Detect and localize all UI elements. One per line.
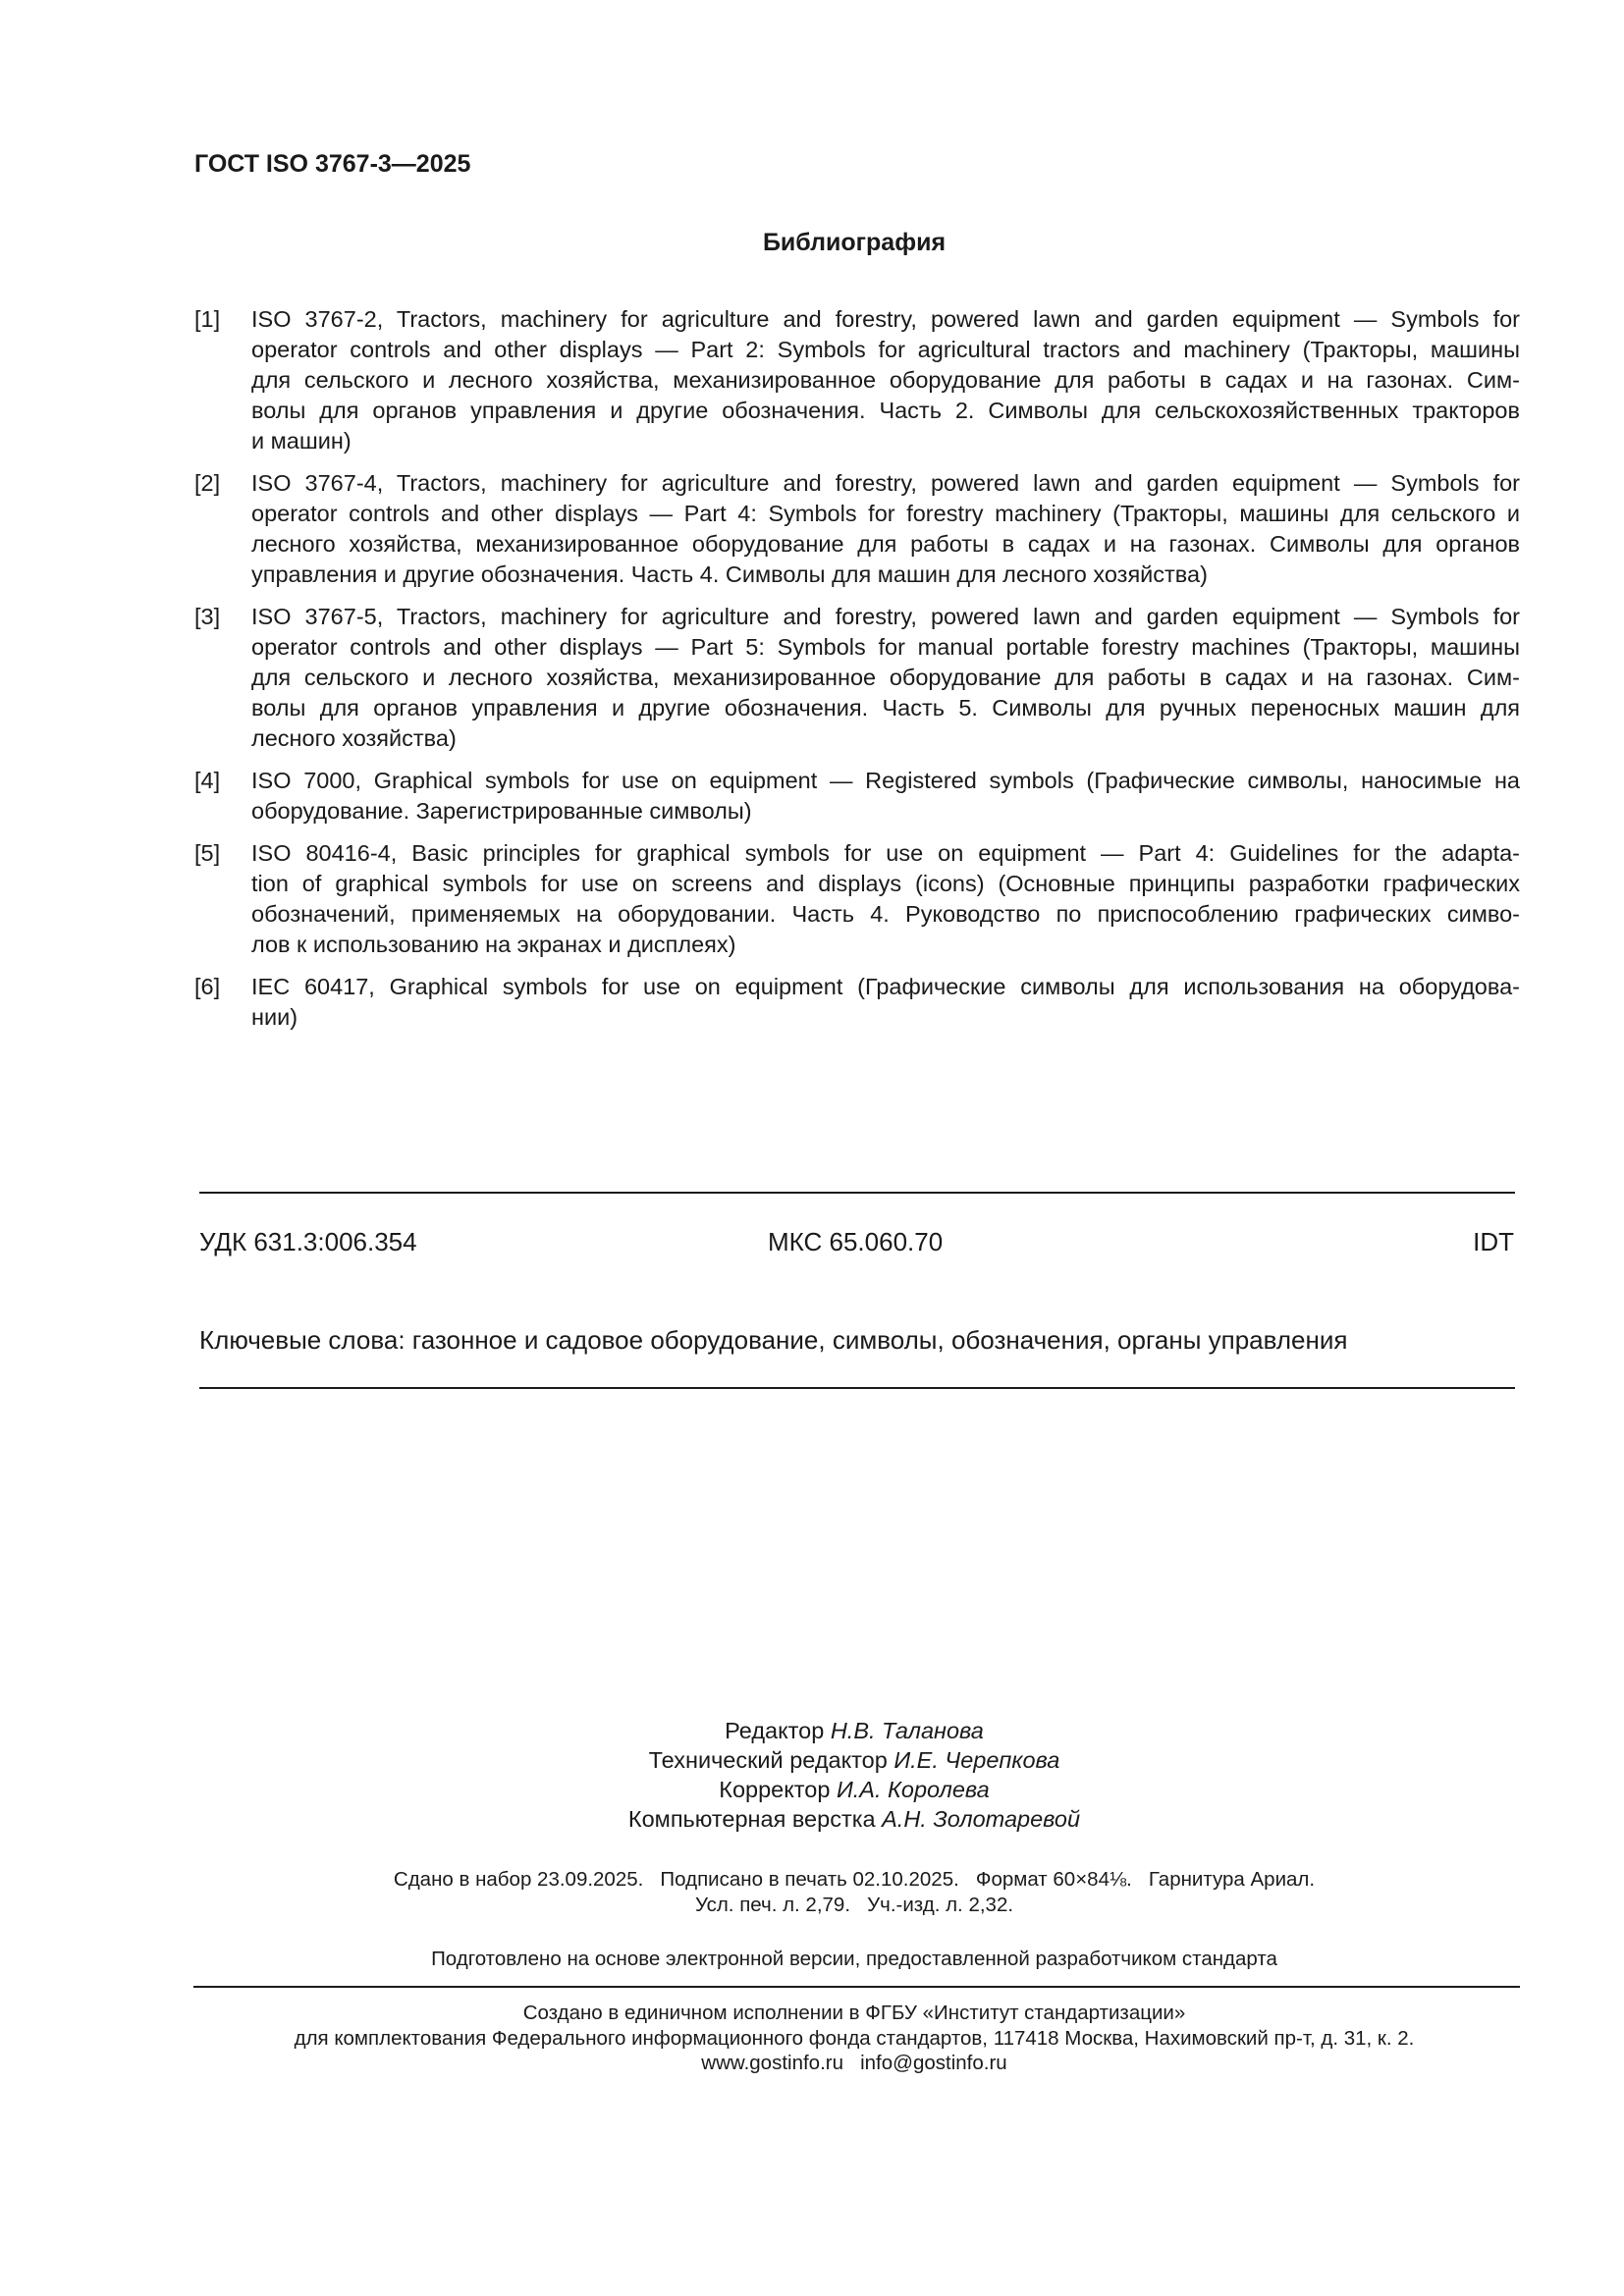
idt-label: IDT (1473, 1227, 1514, 1256)
reference-number: [2] (194, 470, 221, 496)
reference-text-line: волы для органов управления и другие обозначения. Часть 2. Символы для сельскохозяйственных тракторов (251, 398, 1520, 423)
reference-text (251, 766, 1520, 827)
reference-text-line: operator controls and other displays — Part 4: Symbols for forestry machinery (Тракторы, машины для сельского и (251, 501, 1520, 526)
reference-text-line: IEC 60417, Graphical symbols for use on equipment (Графические символы для использования на оборудова- (251, 974, 1520, 999)
reference-item (194, 304, 1520, 456)
reference-text-line: оборудование. Зарегистрированные символы) (251, 798, 752, 824)
reference-text-line: ISO 80416-4, Basic principles for graphical symbols for use on equipment — Part 4: Guidelines for the adapta- (251, 840, 1520, 866)
reference-number: [4] (194, 768, 221, 793)
reference-item (194, 972, 1520, 1033)
document-code: ГОСТ ISO 3767-3—2025 (194, 150, 471, 178)
reference-text-line: волы для органов управления и другие обозначения. Часть 5. Символы для ручных переносных машин для (251, 695, 1520, 721)
editor-name: И.Е. Черепкова (893, 1747, 1060, 1773)
reference-text-line: ISO 7000, Graphical symbols for use on equipment — Registered symbols (Графические символы, наносимые на (251, 768, 1520, 793)
editor-name: А.Н. Золотаревой (882, 1806, 1081, 1832)
reference-text-line: для сельского и лесного хозяйства, механизированное оборудование для работы в садах и на газонах. Сим- (251, 665, 1520, 690)
reference-text-line: лесного хозяйства) (251, 725, 457, 751)
bibliography-title: Библиография (762, 229, 947, 256)
reference-text (251, 602, 1520, 754)
reference-text-line: operator controls and other displays — Part 2: Symbols for agricultural tractors and machinery (Тракторы, машины (251, 337, 1520, 362)
divider (199, 1387, 1515, 1389)
editor-role: Корректор (719, 1777, 831, 1802)
reference-list (194, 304, 1520, 1044)
divider (193, 1986, 1520, 1988)
reference-text (251, 468, 1520, 590)
editor-line (0, 1716, 1624, 1745)
reference-number: [1] (194, 306, 221, 332)
reference-number: [5] (194, 840, 221, 866)
reference-item (194, 468, 1520, 590)
reference-text-line: operator controls and other displays — Part 5: Symbols for manual portable forestry machines (Тракторы, машины (251, 634, 1520, 660)
reference-item (194, 602, 1520, 754)
print-info (0, 1867, 1624, 1918)
created-line: для комплектования Федерального информационного фонда стандартов, 117418 Москва, Нахимовский пр-т, д. 31, к. 2. (294, 2026, 1415, 2050)
editor-role: Технический редактор (648, 1747, 888, 1773)
created-line: Создано в единичном исполнении в ФГБУ «Институт стандартизации» (522, 2002, 1186, 2024)
editor-line (0, 1775, 1624, 1804)
created-info (0, 2001, 1624, 2076)
print-info-line: Усл. печ. л. 2,79. Уч.-изд. л. 2,32. (694, 1894, 1014, 1916)
reference-text-line: и машин) (251, 428, 352, 454)
reference-number: [6] (194, 974, 221, 999)
editor-line (0, 1804, 1624, 1834)
reference-item (194, 838, 1520, 960)
reference-text (251, 972, 1520, 1033)
contacts (0, 2051, 1624, 2076)
email-link[interactable]: info@gostinfo.ru (860, 2052, 1007, 2074)
divider (199, 1192, 1515, 1194)
editor-line (0, 1745, 1624, 1775)
reference-text-line: для сельского и лесного хозяйства, механизированное оборудование для работы в садах и на газонах. Сим- (251, 367, 1520, 393)
website-link[interactable]: www.gostinfo.ru (701, 2052, 843, 2074)
reference-number: [3] (194, 604, 221, 629)
editors-block (0, 1716, 1624, 1834)
print-info-line: Сдано в набор 23.09.2025. Подписано в печать 02.10.2025. Формат 60×84⅛. Гарнитура Ариал. (393, 1868, 1316, 1891)
keywords: Ключевые слова: газонное и садовое оборудование, символы, обозначения, органы управления (199, 1325, 1348, 1355)
reference-text-line: лов к использованию на экранах и дисплеях) (251, 932, 736, 957)
editor-role: Редактор (725, 1718, 825, 1743)
editor-role: Компьютерная верстка (627, 1806, 876, 1832)
prepared-note: Подготовлено на основе электронной версии, предоставленной разработчиком стандарта (431, 1948, 1277, 1970)
reference-text (251, 838, 1520, 960)
reference-text-line: нии) (251, 1004, 298, 1030)
reference-text-line: лесного хозяйства, механизированное оборудование для работы в садах и на газонах. Символы для органов (251, 531, 1520, 557)
reference-text-line: ISO 3767-4, Tractors, machinery for agriculture and forestry, powered lawn and garden equipment — Symbols for (251, 470, 1520, 496)
reference-text-line: обозначений, применяемых на оборудовании. Часть 4. Руководство по приспособлению графических симво- (251, 901, 1520, 927)
editor-name: Н.В. Таланова (830, 1718, 984, 1743)
reference-item (194, 766, 1520, 827)
reference-text-line: ISO 3767-5, Tractors, machinery for agriculture and forestry, powered lawn and garden equipment — Symbols for (251, 604, 1520, 629)
reference-text (251, 304, 1520, 456)
reference-text-line: ISO 3767-2, Tractors, machinery for agriculture and forestry, powered lawn and garden equipment — Symbols for (251, 306, 1520, 332)
reference-text-line: tion of graphical symbols for use on screens and displays (icons) (Основные принципы разработки графических (251, 871, 1520, 896)
mks-code: МКС 65.060.70 (768, 1227, 944, 1256)
editor-name: И.А. Королева (836, 1777, 990, 1802)
reference-text-line: управления и другие обозначения. Часть 4. Символы для машин для лесного хозяйства) (251, 561, 1208, 587)
udk-code: УДК 631.3:006.354 (199, 1227, 417, 1256)
